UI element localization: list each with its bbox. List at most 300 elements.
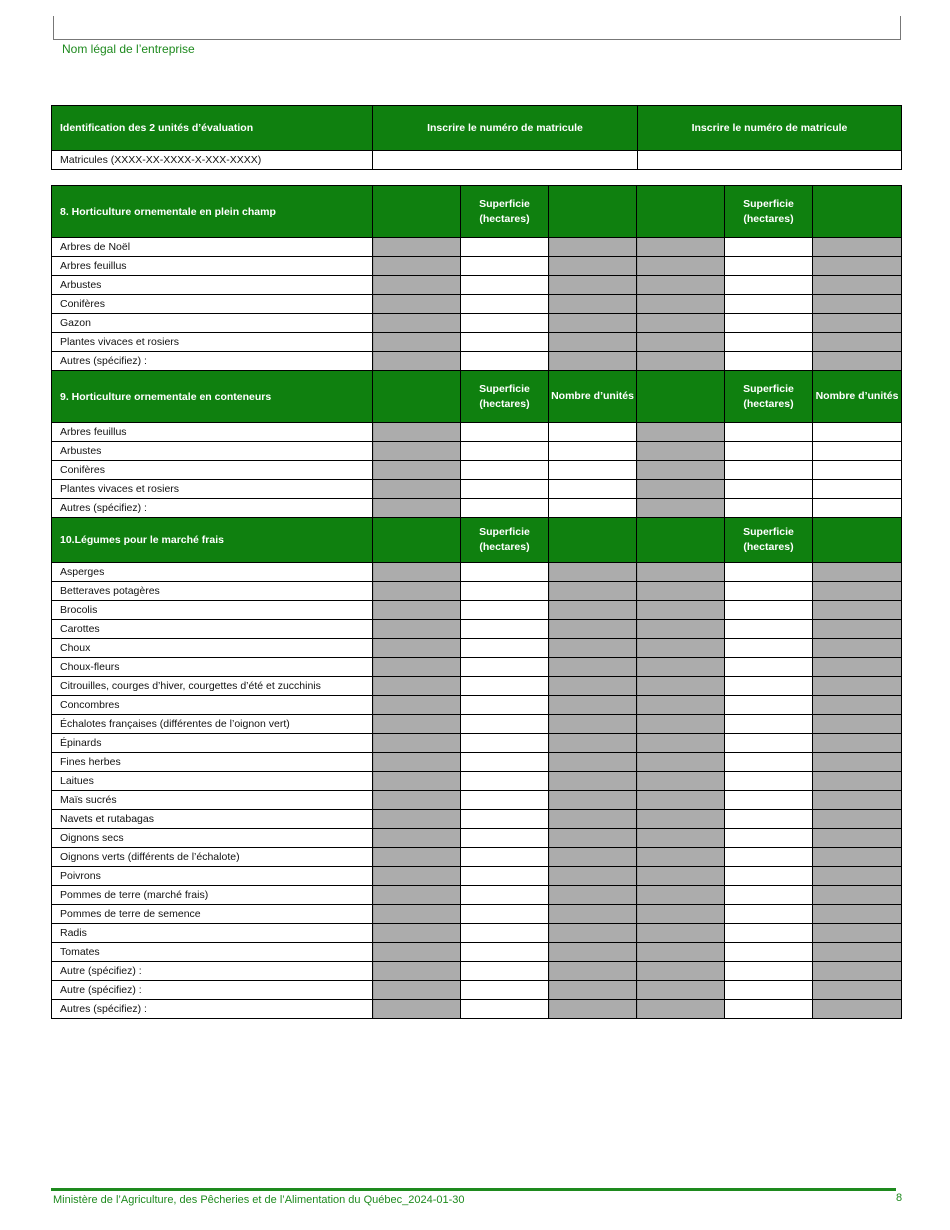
table-row [52,352,902,371]
disabled-cell [373,601,461,620]
input-cell[interactable] [461,905,549,924]
table-row [52,563,902,582]
disabled-cell [373,480,461,499]
disabled-cell [637,658,725,677]
row-label: Conifères [52,461,373,480]
row-label: Maïs sucrés [52,791,373,810]
disabled-cell [549,563,637,582]
disabled-cell [373,791,461,810]
disabled-cell [637,333,725,352]
disabled-cell [637,924,725,943]
section-header [52,371,902,423]
disabled-cell [549,696,637,715]
row-label: Autres (spécifiez) : [52,499,373,518]
disabled-cell [813,582,902,601]
matricule-input-2[interactable] [638,151,902,170]
disabled-cell [637,905,725,924]
table-row [52,924,902,943]
disabled-cell [549,1000,637,1019]
disabled-cell [549,734,637,753]
disabled-cell [637,772,725,791]
disabled-cell [373,276,461,295]
disabled-cell [813,314,902,333]
disabled-cell [373,943,461,962]
disabled-cell [549,314,637,333]
disabled-cell [549,677,637,696]
input-cell[interactable] [725,480,813,499]
superficie-header: Superficie (hectares) [725,186,813,238]
table-row [52,333,902,352]
input-cell[interactable] [725,276,813,295]
disabled-cell [813,658,902,677]
input-cell[interactable] [725,582,813,601]
table-row [52,314,902,333]
row-label: Autres (spécifiez) : [52,352,373,371]
table-row [52,276,902,295]
section-title: 8. Horticulture ornementale en plein champ [52,186,373,238]
disabled-cell [549,791,637,810]
disabled-cell [373,257,461,276]
empty-header-cell [373,518,461,563]
disabled-cell [637,791,725,810]
row-label: Gazon [52,314,373,333]
footer-divider [51,1188,896,1191]
disabled-cell [373,810,461,829]
row-label: Poivrons [52,867,373,886]
disabled-cell [637,886,725,905]
disabled-cell [637,677,725,696]
input-cell[interactable] [461,772,549,791]
input-cell[interactable] [461,480,549,499]
row-label: Betteraves potagères [52,582,373,601]
disabled-cell [549,295,637,314]
nombre-header: Nombre d’unités [549,371,637,423]
disabled-cell [637,480,725,499]
table-row [52,867,902,886]
input-cell[interactable] [461,499,549,518]
disabled-cell [637,423,725,442]
disabled-cell [373,314,461,333]
disabled-cell [813,829,902,848]
input-cell[interactable] [549,499,637,518]
input-cell[interactable] [461,867,549,886]
table-row [52,620,902,639]
input-cell[interactable] [813,480,902,499]
section-title: 9. Horticulture ornementale en conteneurs [52,371,373,423]
input-cell[interactable] [461,582,549,601]
row-label: Plantes vivaces et rosiers [52,333,373,352]
input-cell[interactable] [461,423,549,442]
disabled-cell [549,715,637,734]
nombre-header [549,186,637,238]
disabled-cell [373,848,461,867]
input-cell[interactable] [461,601,549,620]
section-title: 10.Légumes pour le marché frais [52,518,373,563]
input-cell[interactable] [813,423,902,442]
disabled-cell [373,905,461,924]
disabled-cell [549,924,637,943]
disabled-cell [549,829,637,848]
disabled-cell [549,867,637,886]
input-cell[interactable] [725,810,813,829]
table-row [52,810,902,829]
row-label: Arbustes [52,276,373,295]
table-row [52,658,902,677]
input-cell[interactable] [461,924,549,943]
disabled-cell [637,257,725,276]
table-row [52,829,902,848]
disabled-cell [813,867,902,886]
input-cell[interactable] [461,314,549,333]
input-cell[interactable] [813,442,902,461]
disabled-cell [549,943,637,962]
section-header [52,518,902,563]
disabled-cell [813,848,902,867]
input-cell[interactable] [725,791,813,810]
disabled-cell [813,620,902,639]
disabled-cell [813,791,902,810]
disabled-cell [813,715,902,734]
disabled-cell [549,333,637,352]
disabled-cell [549,257,637,276]
input-cell[interactable] [725,696,813,715]
disabled-cell [373,563,461,582]
disabled-cell [637,238,725,257]
input-cell[interactable] [461,442,549,461]
disabled-cell [637,639,725,658]
row-label: Choux [52,639,373,658]
disabled-cell [373,715,461,734]
table-row [52,753,902,772]
disabled-cell [637,867,725,886]
row-label: Oignons verts (différents de l’échalote) [52,848,373,867]
disabled-cell [637,461,725,480]
row-label: Pommes de terre (marché frais) [52,886,373,905]
nombre-header [549,518,637,563]
disabled-cell [549,582,637,601]
table-row [52,1000,902,1019]
disabled-cell [637,295,725,314]
input-cell[interactable] [725,848,813,867]
matricule-header-1: Inscrire le numéro de matricule [373,106,638,151]
disabled-cell [637,848,725,867]
section-header [52,186,902,238]
input-cell[interactable] [725,352,813,371]
disabled-cell [373,734,461,753]
table-row [52,499,902,518]
disabled-cell [813,563,902,582]
row-label: Arbres feuillus [52,423,373,442]
disabled-cell [637,352,725,371]
disabled-cell [373,677,461,696]
disabled-cell [373,461,461,480]
row-label: Radis [52,924,373,943]
disabled-cell [637,810,725,829]
input-cell[interactable] [725,829,813,848]
input-cell[interactable] [725,753,813,772]
disabled-cell [549,962,637,981]
disabled-cell [549,905,637,924]
disabled-cell [813,238,902,257]
disabled-cell [373,423,461,442]
empty-header-cell [373,371,461,423]
disabled-cell [813,810,902,829]
row-label: Asperges [52,563,373,582]
input-cell[interactable] [725,943,813,962]
disabled-cell [813,696,902,715]
disabled-cell [549,352,637,371]
page-number: 8 [896,1192,903,1204]
input-cell[interactable] [725,238,813,257]
input-cell[interactable] [725,620,813,639]
table-row [52,943,902,962]
row-label: Carottes [52,620,373,639]
empty-header-cell [637,186,725,238]
input-cell[interactable] [461,753,549,772]
input-cell[interactable] [725,734,813,753]
input-cell[interactable] [461,257,549,276]
row-label: Autre (spécifiez) : [52,981,373,1000]
disabled-cell [373,829,461,848]
input-cell[interactable] [461,352,549,371]
row-label: Laitues [52,772,373,791]
table-row [52,423,902,442]
table-row [52,295,902,314]
disabled-cell [373,333,461,352]
disabled-cell [373,867,461,886]
input-cell[interactable] [549,442,637,461]
input-cell[interactable] [725,295,813,314]
input-cell[interactable] [461,829,549,848]
disabled-cell [373,886,461,905]
disabled-cell [813,677,902,696]
row-label: Concombres [52,696,373,715]
disabled-cell [637,962,725,981]
disabled-cell [637,943,725,962]
input-cell[interactable] [461,658,549,677]
input-cell[interactable] [725,715,813,734]
production-table [51,185,902,1019]
row-label: Oignons secs [52,829,373,848]
disabled-cell [549,981,637,1000]
input-cell[interactable] [725,1000,813,1019]
disabled-cell [549,238,637,257]
input-cell[interactable] [461,696,549,715]
input-cell[interactable] [461,563,549,582]
table-row [52,886,902,905]
disabled-cell [813,333,902,352]
disabled-cell [813,257,902,276]
disabled-cell [373,442,461,461]
disabled-cell [549,772,637,791]
row-label: Autres (spécifiez) : [52,1000,373,1019]
disabled-cell [373,1000,461,1019]
disabled-cell [637,276,725,295]
disabled-cell [549,886,637,905]
disabled-cell [813,886,902,905]
input-cell[interactable] [461,791,549,810]
table-row [52,962,902,981]
table-row [52,639,902,658]
input-cell[interactable] [725,333,813,352]
matricule-input-1[interactable] [373,151,638,170]
disabled-cell [813,981,902,1000]
input-cell[interactable] [725,442,813,461]
disabled-cell [373,499,461,518]
input-cell[interactable] [461,639,549,658]
input-cell[interactable] [725,499,813,518]
identification-table [51,105,902,170]
row-label: Épinards [52,734,373,753]
table-row [52,677,902,696]
row-label: Autre (spécifiez) : [52,962,373,981]
input-cell[interactable] [549,461,637,480]
nombre-header: Nombre d’unités [813,371,902,423]
company-name-field[interactable] [53,16,901,40]
empty-header-cell [637,518,725,563]
table-row [52,480,902,499]
disabled-cell [373,753,461,772]
matricules-label: Matricules (XXXX-XX-XXXX-X-XXX-XXXX) [52,151,373,170]
disabled-cell [813,943,902,962]
table-row [52,905,902,924]
disabled-cell [637,582,725,601]
table-row [52,442,902,461]
disabled-cell [637,753,725,772]
disabled-cell [549,753,637,772]
input-cell[interactable] [725,905,813,924]
input-cell[interactable] [461,1000,549,1019]
input-cell[interactable] [725,563,813,582]
input-cell[interactable] [725,677,813,696]
nombre-header [813,186,902,238]
input-cell[interactable] [461,943,549,962]
disabled-cell [373,238,461,257]
disabled-cell [813,295,902,314]
disabled-cell [637,499,725,518]
disabled-cell [637,620,725,639]
disabled-cell [813,962,902,981]
input-cell[interactable] [725,886,813,905]
input-cell[interactable] [549,423,637,442]
input-cell[interactable] [549,480,637,499]
disabled-cell [813,276,902,295]
row-label: Fines herbes [52,753,373,772]
superficie-header: Superficie (hectares) [461,371,549,423]
disabled-cell [549,848,637,867]
input-cell[interactable] [813,499,902,518]
disabled-cell [373,981,461,1000]
input-cell[interactable] [725,639,813,658]
disabled-cell [813,734,902,753]
disabled-cell [813,772,902,791]
disabled-cell [549,810,637,829]
disabled-cell [549,276,637,295]
row-label: Choux-fleurs [52,658,373,677]
input-cell[interactable] [461,962,549,981]
input-cell[interactable] [725,772,813,791]
disabled-cell [813,924,902,943]
disabled-cell [813,905,902,924]
disabled-cell [637,981,725,1000]
empty-header-cell [373,186,461,238]
disabled-cell [373,962,461,981]
disabled-cell [373,352,461,371]
identification-title: Identification des 2 unités d’évaluation [52,106,373,151]
disabled-cell [637,696,725,715]
row-label: Tomates [52,943,373,962]
input-cell[interactable] [461,734,549,753]
disabled-cell [813,352,902,371]
table-row [52,238,902,257]
disabled-cell [549,601,637,620]
input-cell[interactable] [813,461,902,480]
superficie-header: Superficie (hectares) [461,518,549,563]
input-cell[interactable] [725,658,813,677]
input-cell[interactable] [461,295,549,314]
disabled-cell [373,772,461,791]
input-cell[interactable] [461,677,549,696]
row-label: Pommes de terre de semence [52,905,373,924]
superficie-header: Superficie (hectares) [725,371,813,423]
disabled-cell [637,601,725,620]
superficie-header: Superficie (hectares) [725,518,813,563]
row-label: Échalotes françaises (différentes de l’oignon vert) [52,715,373,734]
disabled-cell [637,1000,725,1019]
input-cell[interactable] [461,848,549,867]
input-cell[interactable] [461,333,549,352]
disabled-cell [373,924,461,943]
table-row [52,715,902,734]
row-label: Arbres de Noël [52,238,373,257]
disabled-cell [637,734,725,753]
row-label: Brocolis [52,601,373,620]
input-cell[interactable] [725,257,813,276]
disabled-cell [549,658,637,677]
disabled-cell [373,696,461,715]
input-cell[interactable] [461,886,549,905]
footer-text: Ministère de l’Agriculture, des Pêcheries et de l’Alimentation du Québec_2024-01-30 [53,1194,465,1206]
row-label: Arbustes [52,442,373,461]
input-cell[interactable] [725,924,813,943]
input-cell[interactable] [461,715,549,734]
input-cell[interactable] [461,461,549,480]
input-cell[interactable] [725,962,813,981]
input-cell[interactable] [725,461,813,480]
input-cell[interactable] [461,810,549,829]
matricule-header-2: Inscrire le numéro de matricule [638,106,902,151]
nombre-header [813,518,902,563]
row-label: Navets et rutabagas [52,810,373,829]
table-row [52,257,902,276]
input-cell[interactable] [725,423,813,442]
input-cell[interactable] [461,238,549,257]
disabled-cell [813,1000,902,1019]
disabled-cell [373,620,461,639]
disabled-cell [637,314,725,333]
input-cell[interactable] [725,981,813,1000]
input-cell[interactable] [461,620,549,639]
input-cell[interactable] [725,314,813,333]
input-cell[interactable] [461,981,549,1000]
row-label: Arbres feuillus [52,257,373,276]
disabled-cell [637,715,725,734]
input-cell[interactable] [725,601,813,620]
input-cell[interactable] [725,867,813,886]
disabled-cell [813,639,902,658]
input-cell[interactable] [461,276,549,295]
table-row [52,772,902,791]
